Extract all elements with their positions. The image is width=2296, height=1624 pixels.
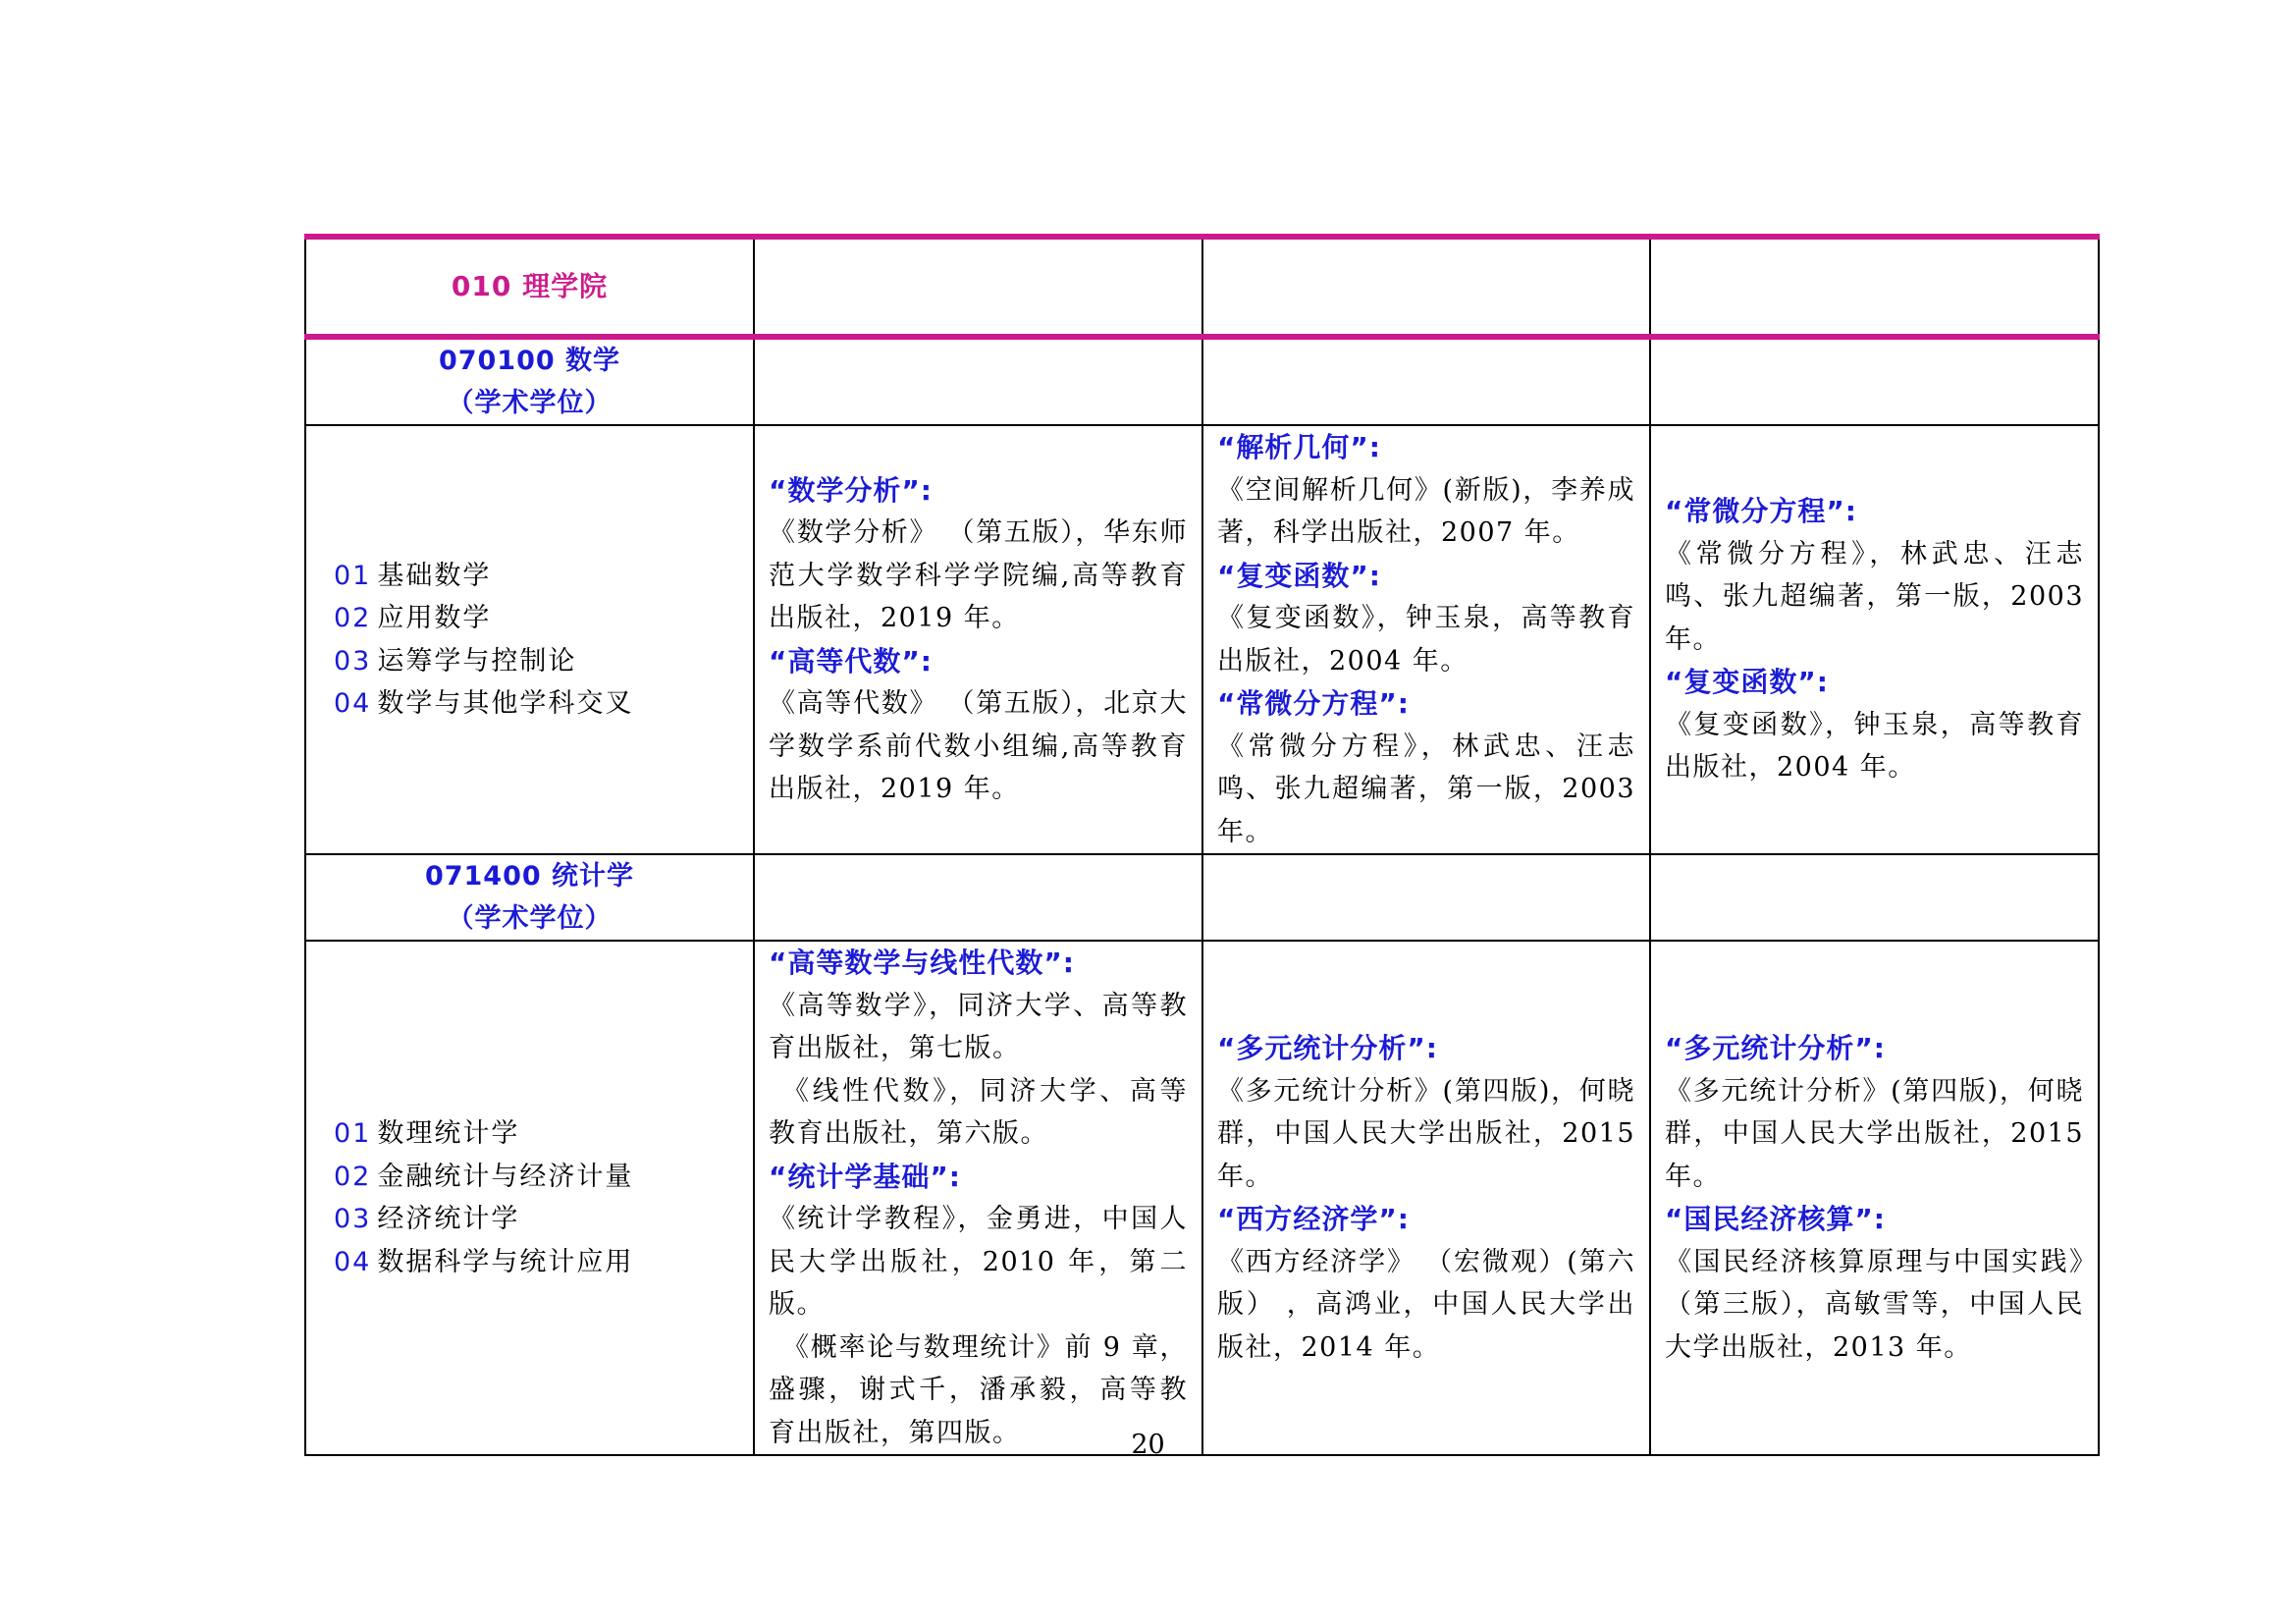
subject-title: “多元统计分析”: — [1217, 1032, 1439, 1064]
reference-text: 《统计学教程》，金勇进，中国人民大学出版社，2010 年，第二版。 — [769, 1204, 1188, 1320]
subject-title: “数学分析”: — [769, 473, 934, 507]
reference-text: 《复变函数》，钟玉泉，高等教育出版社，2004 年。 — [1217, 603, 1635, 677]
direction-code: 02 — [334, 603, 372, 633]
reference-text: 《常微分方程》，林武忠、汪志鸣、张九超编著，第一版，2003 年。 — [1665, 538, 2084, 655]
empty-cell — [754, 237, 1202, 337]
empty-cell — [1650, 237, 2099, 337]
major-code: 071400 统计学 — [424, 861, 635, 892]
direction-list-cell — [305, 425, 754, 854]
reference-text: 《高等数学》，同济大学、高等教育出版社，第七版。 — [769, 990, 1188, 1063]
subject-title: “常微分方程”: — [1217, 687, 1411, 720]
subject-title: “复变函数”: — [1665, 666, 1830, 699]
subject-title: “解析几何”: — [1217, 431, 1382, 463]
direction-list — [320, 1112, 739, 1283]
subject-title: “国民经济核算”: — [1665, 1203, 1887, 1235]
subject-title: “复变函数”: — [1217, 559, 1382, 592]
direction-item — [334, 1241, 739, 1284]
reference-text: 《概率论与数理统计》前 9 章，盛骤，谢式千，潘承毅，高等教育出版社，第四版。 — [769, 1331, 1188, 1448]
direction-code: 03 — [334, 1204, 372, 1234]
direction-name: 金融统计与经济计量 — [377, 1161, 634, 1192]
college-cell — [305, 237, 754, 337]
subject-title: “统计学基础”: — [769, 1160, 962, 1193]
reference-text: 《数学分析》 （第五版），华东师范大学数学科学学院编,高等教育出版社，2019 年。 — [769, 517, 1188, 633]
direction-code: 04 — [334, 688, 372, 719]
empty-cell — [1650, 854, 2099, 941]
reference-cell-subject1 — [754, 941, 1202, 1455]
empty-cell — [1650, 337, 2099, 425]
direction-item — [334, 1156, 739, 1199]
college-title: 010 理学院 — [451, 269, 609, 302]
direction-list-cell — [305, 941, 754, 1455]
reference-text: 《多元统计分析》(第四版)，何晓群，中国人民大学出版社，2015 年。 — [1217, 1075, 1635, 1192]
subject-title: “高等数学与线性代数”: — [769, 947, 1076, 979]
exam-reference-table — [304, 234, 2100, 1456]
directions-row-math — [305, 425, 2099, 854]
major-code: 070100 数学 — [438, 346, 621, 376]
major-row-math — [305, 337, 2099, 425]
direction-item — [334, 555, 739, 598]
directions-row-stat — [305, 941, 2099, 1455]
direction-name: 运筹学与控制论 — [377, 645, 577, 677]
direction-code: 01 — [334, 1118, 372, 1149]
direction-code: 03 — [334, 645, 372, 677]
major-type: （学术学位） — [447, 388, 613, 418]
subject-title: “常微分方程”: — [1665, 495, 1858, 528]
subject-title: “西方经济学”: — [1217, 1203, 1411, 1235]
page-number: 20 — [1131, 1430, 1165, 1460]
direction-code: 02 — [334, 1161, 372, 1192]
direction-item — [334, 640, 739, 683]
direction-name: 应用数学 — [377, 603, 492, 633]
reference-text: 《高等代数》 （第五版），北京大学数学系前代数小组编,高等教育出版社，2019 年。 — [769, 688, 1188, 804]
direction-name: 基础数学 — [377, 560, 492, 591]
reference-text: 《常微分方程》，林武忠、汪志鸣、张九超编著，第一版，2003 年。 — [1217, 731, 1635, 847]
empty-cell — [754, 337, 1202, 425]
direction-item — [334, 682, 739, 726]
direction-item — [334, 597, 739, 640]
empty-cell — [1202, 337, 1650, 425]
reference-cell-subject1 — [754, 425, 1202, 854]
direction-name: 数学与其他学科交叉 — [377, 688, 634, 719]
direction-name: 数据科学与统计应用 — [377, 1246, 634, 1277]
major-cell — [305, 854, 754, 941]
college-row — [305, 237, 2099, 337]
empty-cell — [1202, 854, 1650, 941]
reference-cell-subject2 — [1202, 425, 1650, 854]
reference-text: 《多元统计分析》(第四版)，何晓群，中国人民大学出版社，2015 年。 — [1665, 1075, 2084, 1192]
empty-cell — [754, 854, 1202, 941]
subject-title: “高等代数”: — [769, 644, 934, 677]
reference-text: 《国民经济核算原理与中国实践》（第三版），高敏雪等，中国人民大学出版社，2013 年。 — [1665, 1246, 2084, 1363]
major-cell — [305, 337, 754, 425]
reference-text: 《线性代数》，同济大学、高等教育出版社，第六版。 — [769, 1075, 1188, 1149]
reference-cell-subject3 — [1650, 425, 2099, 854]
major-row-stat — [305, 854, 2099, 941]
reference-text: 《西方经济学》 （宏微观）(第六版） ，高鸿业，中国人民大学出版社，2014 年。 — [1217, 1246, 1635, 1363]
major-type: （学术学位） — [447, 903, 613, 934]
reference-cell-subject3 — [1650, 941, 2099, 1455]
direction-item — [334, 1198, 739, 1241]
reference-cell-subject2 — [1202, 941, 1650, 1455]
reference-text: 《复变函数》，钟玉泉，高等教育出版社，2004 年。 — [1665, 709, 2084, 784]
subject-title: “多元统计分析”: — [1665, 1032, 1887, 1064]
direction-name: 经济统计学 — [377, 1204, 520, 1234]
direction-list — [320, 555, 739, 726]
empty-cell — [1202, 237, 1650, 337]
direction-code: 01 — [334, 560, 372, 591]
reference-text: 《空间解析几何》(新版)，李养成著，科学出版社，2007 年。 — [1217, 474, 1635, 548]
direction-item — [334, 1112, 739, 1156]
direction-code: 04 — [334, 1246, 372, 1277]
direction-name: 数理统计学 — [377, 1118, 520, 1149]
